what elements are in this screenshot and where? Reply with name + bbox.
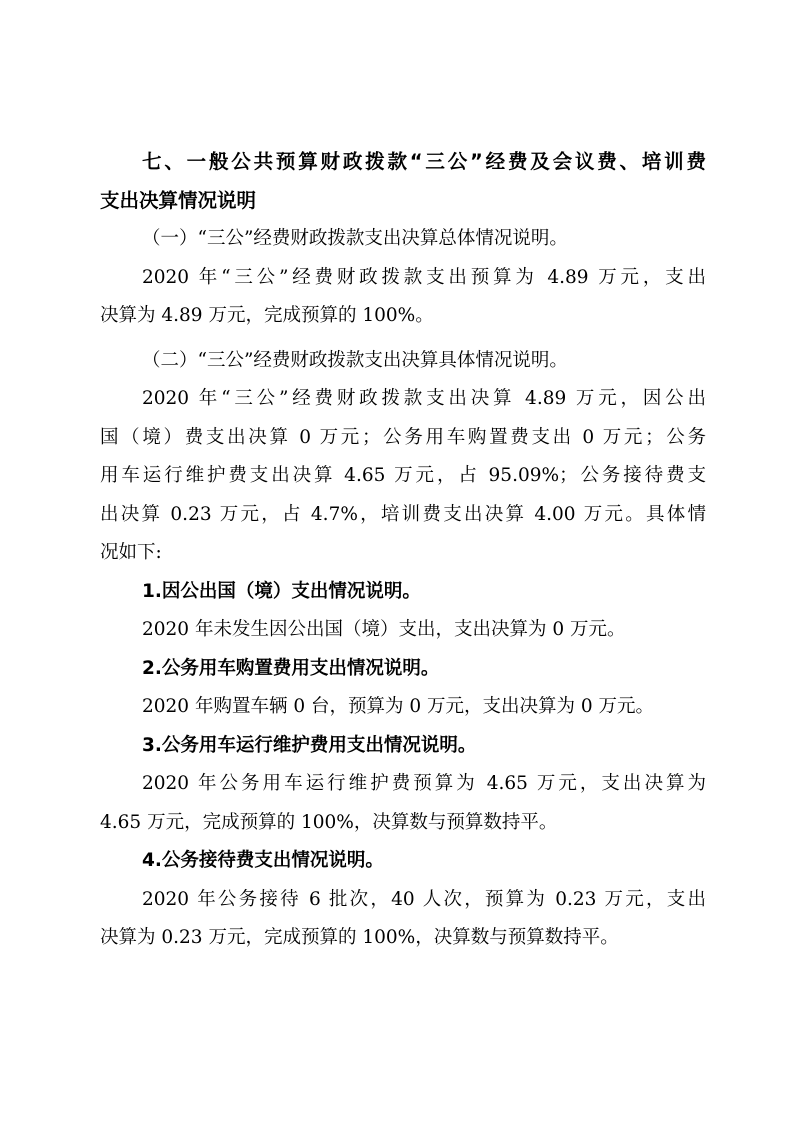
sub1-paragraph-line-2: 决算为 4.89 万元，完成预算的 100%。	[100, 305, 434, 326]
item4-text-line-2: 决算为 0.23 万元，完成预算的 100%，决算数与预算数持平。	[100, 927, 619, 948]
item4-text-line-1: 2020 年公务接待 6 批次，40 人次，预算为 0.23 万元，支出	[142, 888, 706, 910]
sub2-heading: （二）“三公”经费财政拨款支出决算具体情况说明。	[142, 349, 568, 371]
section-title-line-2: 支出决算情况说明	[100, 188, 257, 212]
sub2-paragraph-line-5: 况如下:	[100, 542, 162, 563]
item1-text: 2020 年未发生因公出国（境）支出，支出决算为 0 万元。	[142, 619, 626, 640]
item2-text: 2020 年购置车辆 0 台，预算为 0 万元，支出决算为 0 万元。	[142, 696, 655, 717]
sub1-heading: （一）“三公”经费财政拨款支出决算总体情况说明。	[142, 228, 568, 249]
sub2-paragraph-line-2: 国（境）费支出决算 0 万元；公务用车购置费支出 0 万元；公务	[100, 426, 706, 448]
item3-text-line-2: 4.65 万元，完成预算的 100%，决算数与预算数持平。	[100, 811, 558, 833]
sub2-paragraph-line-1: 2020 年“三公”经费财政拨款支出决算 4.89 万元，因公出	[142, 388, 706, 409]
item3-text-line-1: 2020 年公务用车运行维护费预算为 4.65 万元，支出决算为	[142, 773, 706, 794]
item4-heading: 4.公务接待费支出情况说明。	[142, 850, 384, 871]
item3-heading: 3.公务用车运行维护费用支出情况说明。	[142, 734, 477, 756]
item2-heading: 2.公务用车购置费用支出情况说明。	[142, 657, 440, 679]
document-page	[100, 143, 706, 958]
item1-heading: 1.因公出国（境）支出情况说明。	[142, 580, 421, 602]
sub2-paragraph-line-3: 用车运行维护费支出决算 4.65 万元，占 95.09%；公务接待费支	[100, 465, 706, 486]
sub1-paragraph-line-1: 2020 年“三公”经费财政拨款支出预算为 4.89 万元，支出	[142, 266, 706, 288]
section-title-line-1: 七、一般公共预算财政拨款“三公”经费及会议费、培训费	[142, 150, 706, 173]
sub2-paragraph-line-4: 出决算 0.23 万元，占 4.7%，培训费支出决算 4.00 万元。具体情	[100, 503, 706, 525]
